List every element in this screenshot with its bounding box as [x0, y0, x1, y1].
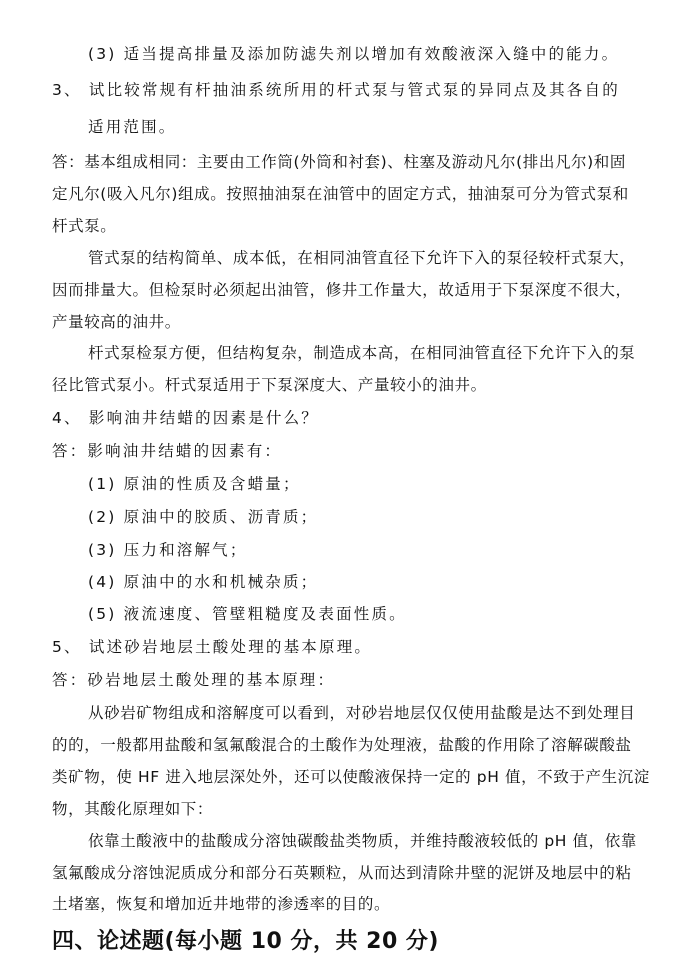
answer-3-line-2: 定凡尔(吸入凡尔)组成。按照抽油泵在油管中的固定方式，抽油泵可分为管式泵和	[52, 185, 629, 203]
answer-item-3-line: (3) 适当提高排量及添加防滤失剂以增加有效酸液深入缝中的能力。	[88, 45, 620, 63]
section-heading: 四、论述题(每小题 10 分，共 20 分)	[52, 929, 439, 954]
answer-4-item-5: (5) 液流速度、管壁粗糙度及表面性质。	[88, 605, 407, 623]
rod-pump-paragraph-line-2: 径比管式泵小。杆式泵适用于下泵深度大、产量较小的油井。	[52, 376, 487, 394]
rod-pump-paragraph-line-1: 杆式泵检泵方便，但结构复杂，制造成本高，在相同油管直径下允许下入的泵	[88, 344, 636, 362]
answer-4-intro: 答：影响油井结蜡的因素有：	[52, 442, 283, 460]
question-5: 5、 试述砂岩地层土酸处理的基本原理。	[52, 638, 373, 656]
answer-4-item-1: (1) 原油的性质及含蜡量；	[88, 475, 301, 493]
question-3-line-2: 适用范围。	[88, 118, 177, 136]
answer-5-intro: 答：砂岩地层土酸处理的基本原理：	[52, 671, 336, 689]
acid-principle-paragraph-line-3: 类矿物，使 HF 进入地层深处外，还可以使酸液保持一定的 pH 值，不致于产生沉淀	[52, 768, 650, 786]
tubing-pump-paragraph-line-2: 因而排量大。但检泵时必须起出油管，修井工作量大，故适用于下泵深度不很大，	[52, 281, 632, 299]
answer-3-line-3: 杆式泵。	[52, 217, 117, 235]
answer-3-line-1: 答：基本组成相同：主要由工作筒(外筒和衬套)、柱塞及游动凡尔(排出凡尔)和固	[52, 153, 626, 171]
question-3-line-1: 3、 试比较常规有杆抽油系统所用的杆式泵与管式泵的异同点及其各自的	[52, 81, 620, 99]
acid-mechanism-paragraph-line-2: 氢氟酸成分溶蚀泥质成分和部分石英颗粒，从而达到清除井壁的泥饼及地层中的粘	[52, 864, 632, 882]
acid-mechanism-paragraph-line-3: 土堵塞，恢复和增加近井地带的渗透率的目的。	[52, 895, 391, 913]
answer-4-item-2: (2) 原油中的胶质、沥青质；	[88, 508, 319, 526]
answer-4-item-4: (4) 原油中的水和机械杂质；	[88, 573, 319, 591]
acid-principle-paragraph-line-4: 物，其酸化原理如下：	[52, 800, 214, 818]
answer-4-item-3: (3) 压力和溶解气；	[88, 541, 248, 559]
acid-principle-paragraph-line-1: 从砂岩矿物组成和溶解度可以看到，对砂岩地层仅仅使用盐酸是达不到处理目	[88, 704, 636, 722]
tubing-pump-paragraph-line-3: 产量较高的油井。	[52, 313, 181, 331]
acid-principle-paragraph-line-2: 的的，一般都用盐酸和氢氟酸混合的土酸作为处理液，盐酸的作用除了溶解碳酸盐	[52, 736, 632, 754]
acid-mechanism-paragraph-line-1: 依靠土酸液中的盐酸成分溶蚀碳酸盐类物质，并维持酸液较低的 pH 值，依靠	[88, 832, 637, 850]
tubing-pump-paragraph-line-1: 管式泵的结构简单、成本低，在相同油管直径下允许下入的泵径较杆式泵大，	[88, 249, 636, 267]
question-4: 4、 影响油井结蜡的因素是什么？	[52, 409, 319, 427]
